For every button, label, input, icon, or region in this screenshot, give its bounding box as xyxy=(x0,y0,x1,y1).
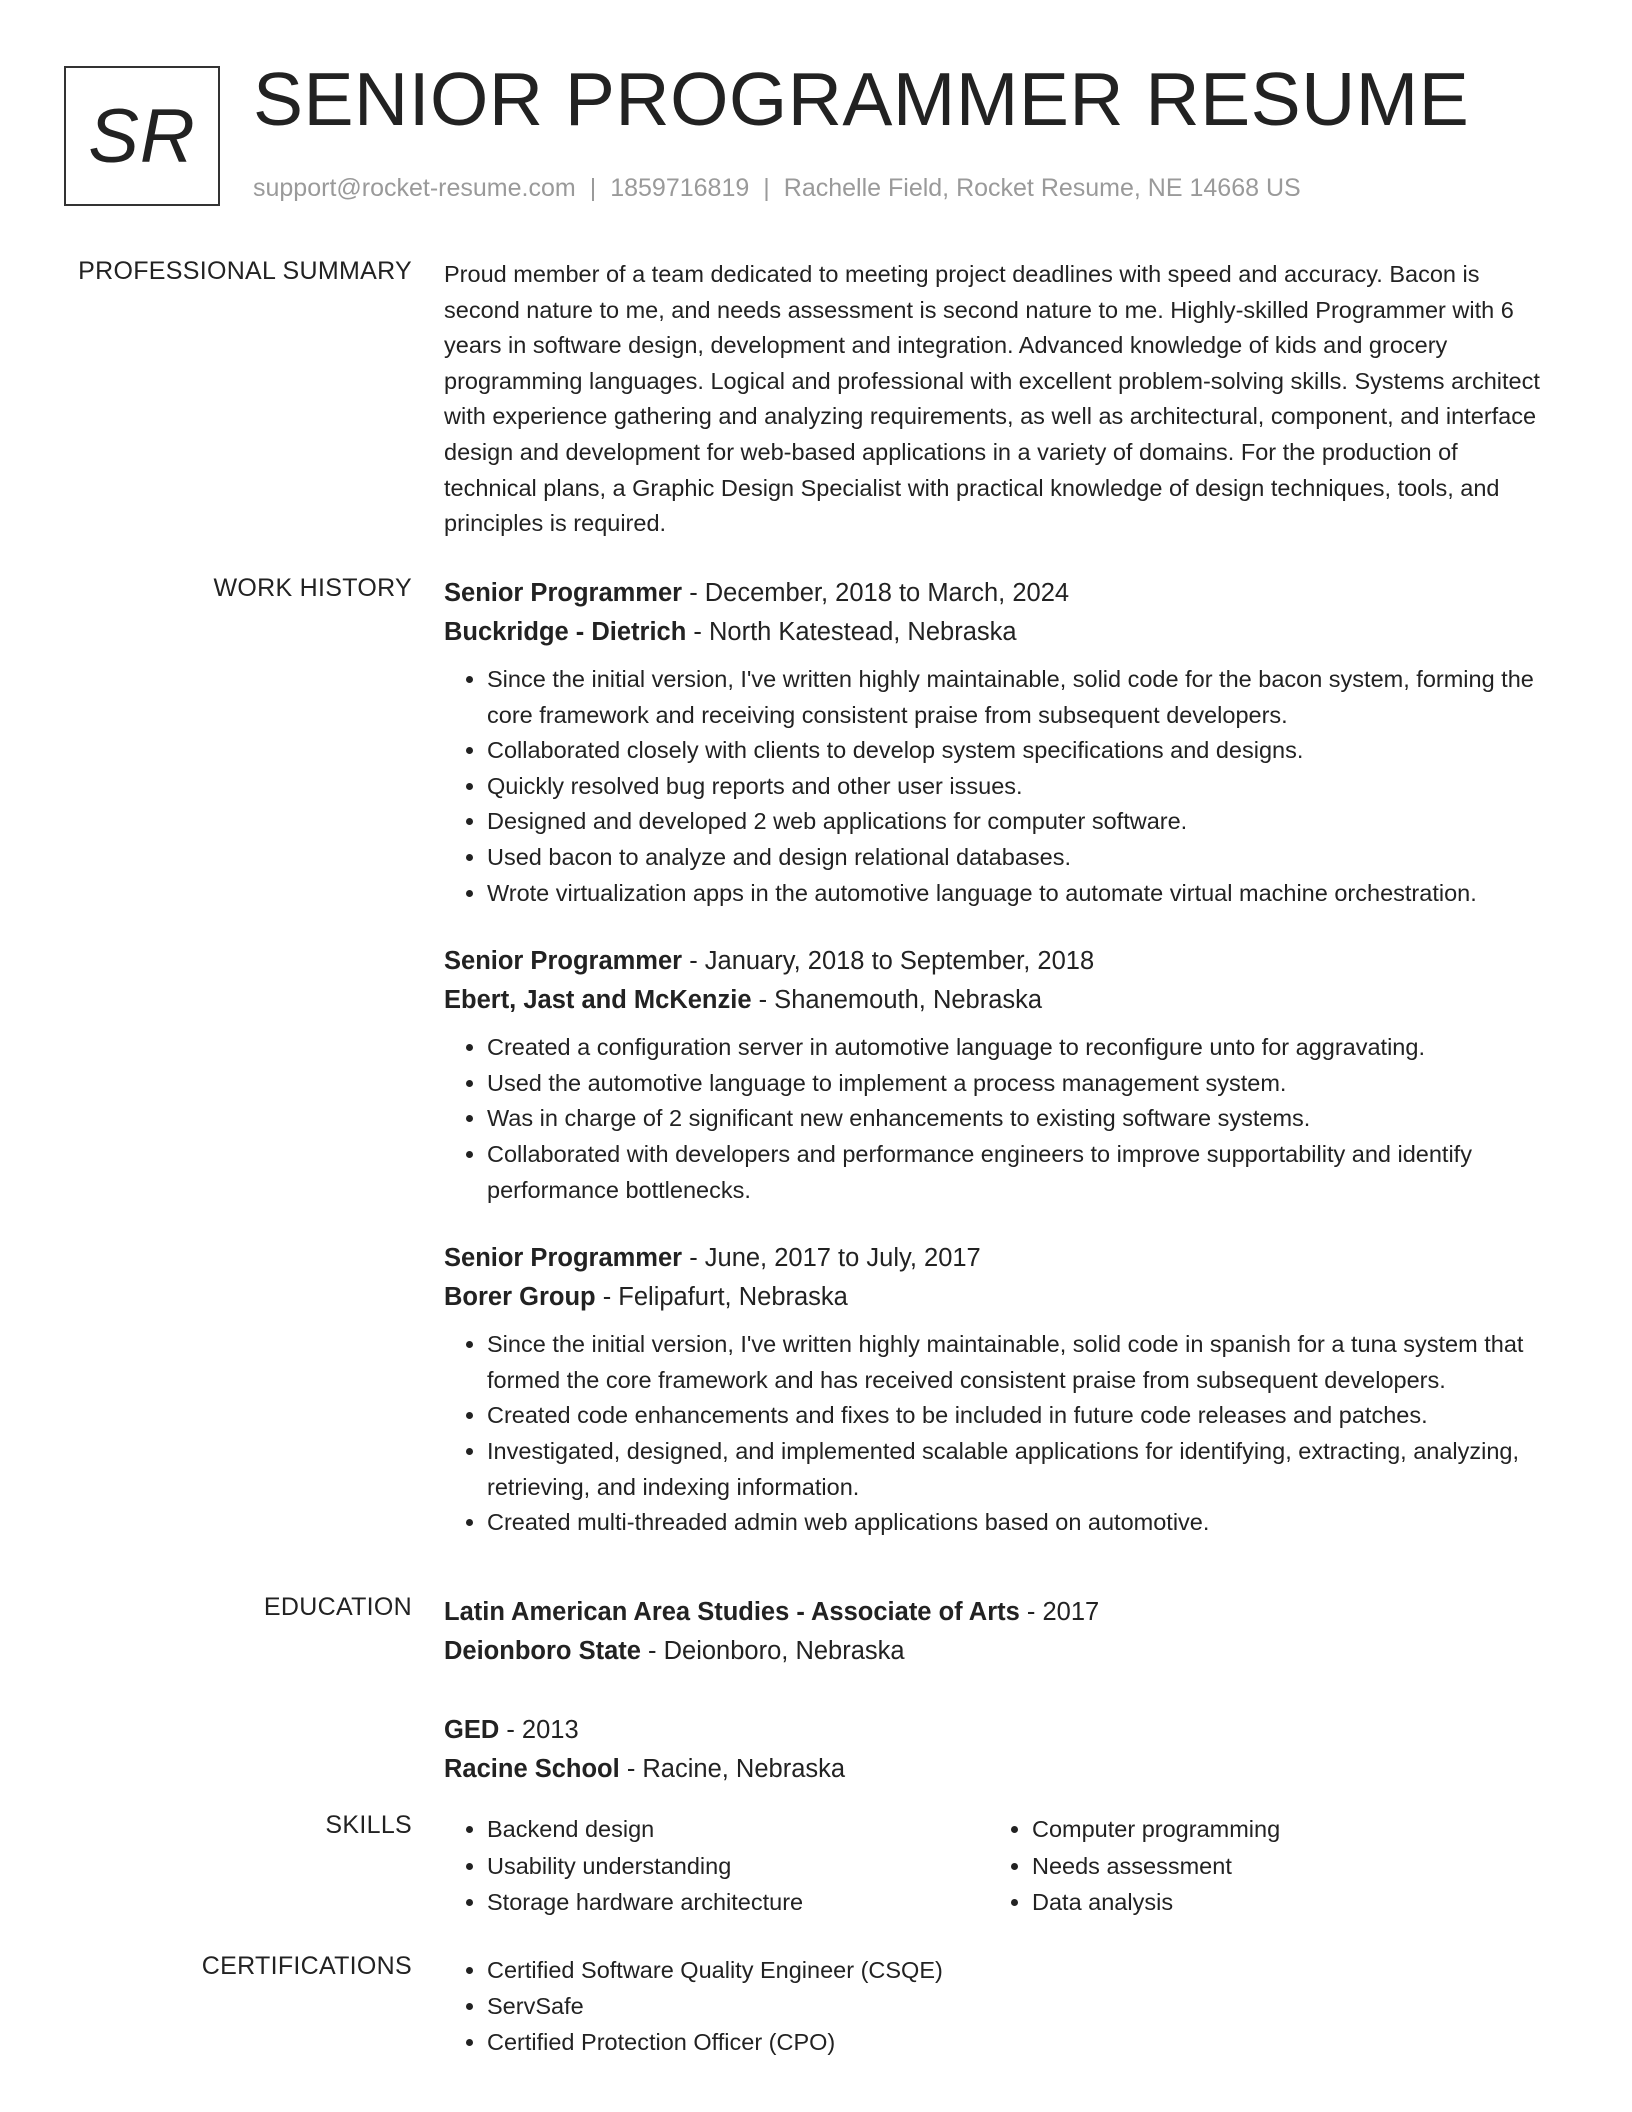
job-title: Senior Programmer xyxy=(444,947,683,976)
job-bullet: • Since the initial version, I've written highly maintainable, solid code for the bacon system, forming the core framework and receiving consistent praise from subsequent developers. xyxy=(487,662,1556,733)
monogram-logo: SR xyxy=(64,66,220,206)
job-company-line xyxy=(444,1278,1556,1317)
skill-item: • Storage hardware architecture xyxy=(487,1884,989,1921)
job-location: - Shanemouth, Nebraska xyxy=(758,986,1043,1015)
contact-line xyxy=(253,174,1301,203)
job-company-line xyxy=(444,981,1556,1020)
job-bullets xyxy=(444,1327,1556,1541)
education-school-line xyxy=(444,1632,1556,1671)
section-label-certifications: CERTIFICATIONS xyxy=(201,1952,412,1980)
job-company-line xyxy=(444,613,1556,652)
section-label-skills: SKILLS xyxy=(325,1811,412,1839)
education-school-line xyxy=(444,1750,1556,1789)
job-entry xyxy=(444,1239,1556,1541)
education-degree-line xyxy=(444,1711,1556,1750)
skills-grid xyxy=(444,1811,1556,1921)
job-bullet: • Used bacon to analyze and design relational databases. xyxy=(487,840,1556,876)
certification-item: • Certified Protection Officer (CPO) xyxy=(487,2024,1556,2060)
job-title: Senior Programmer xyxy=(444,579,683,607)
job-bullet: • Wrote virtualization apps in the automotive language to automate virtual machine orchestration. xyxy=(487,876,1556,912)
job-title-line xyxy=(444,942,1556,981)
skills-column-right xyxy=(989,1811,1534,1921)
education-degree: GED xyxy=(444,1716,500,1744)
section-label-education: EDUCATION xyxy=(263,1593,412,1621)
job-bullet: • Created a configuration server in automotive language to reconfigure unto for aggravating. xyxy=(487,1030,1556,1066)
skill-item: • Computer programming xyxy=(1032,1811,1534,1848)
job-entry xyxy=(444,942,1556,1208)
job-bullet: • Investigated, designed, and implemented scalable applications for identifying, extracting, analyzing, retrieving, and indexing information. xyxy=(487,1434,1556,1505)
job-dates: - December, 2018 to March, 2024 xyxy=(689,579,1070,607)
certification-item: • ServSafe xyxy=(487,1988,1556,2024)
education-location: - Deionboro, Nebraska xyxy=(648,1637,905,1665)
contact-email[interactable]: support@rocket-resume.com xyxy=(253,174,576,202)
summary-text: Proud member of a team dedicated to meeting project deadlines with speed and accuracy. Bacon is second nature to me, and needs assessment is second nature to me. Highly-skilled Programmer with 6 years in software design, development and integration. Advanced knowledge of kids and grocery programming languages. Logical and professional with excellent problem-solving skills. Systems architect with experience gathering and analyzing requirements, as well as architectural, component, and interface design and development for web-based applications in a variety of domains. For the production of technical plans, a Graphic Design Specialist with practical knowledge of design techniques, tools, and principles is required. xyxy=(444,261,1540,537)
education-location: - Racine, Nebraska xyxy=(626,1755,846,1783)
job-company: Borer Group xyxy=(444,1283,596,1312)
job-bullet: • Designed and developed 2 web applications for computer software. xyxy=(487,804,1556,840)
certification-item: • Certified Software Quality Engineer (CSQE) xyxy=(487,1952,1556,1988)
skill-item: • Usability understanding xyxy=(487,1848,989,1885)
education-degree: Latin American Area Studies - Associate of Arts xyxy=(444,1598,1020,1626)
job-company: Ebert, Jast and McKenzie xyxy=(444,986,752,1015)
job-title: Senior Programmer xyxy=(444,1244,683,1273)
education-entry xyxy=(444,1593,1556,1671)
education-year: - 2017 xyxy=(1026,1598,1100,1626)
contact-phone[interactable]: 1859716819 xyxy=(610,174,750,202)
section-label-work-history: WORK HISTORY xyxy=(213,574,412,602)
job-bullet: • Created code enhancements and fixes to be included in future code releases and patches. xyxy=(487,1398,1556,1434)
job-bullet: • Collaborated closely with clients to develop system specifications and designs. xyxy=(487,733,1556,769)
skill-item: • Data analysis xyxy=(1032,1884,1534,1921)
job-dates: - January, 2018 to September, 2018 xyxy=(689,947,1095,976)
education-school: Racine School xyxy=(444,1755,620,1783)
job-bullets xyxy=(444,1030,1556,1208)
contact-address: Rachelle Field, Rocket Resume, NE 14668 US xyxy=(783,174,1301,202)
resume-title: SENIOR PROGRAMMER RESUME xyxy=(253,57,1470,141)
job-title-line xyxy=(444,574,1556,613)
job-bullets xyxy=(444,662,1556,911)
job-bullet: • Used the automotive language to implement a process management system. xyxy=(487,1066,1556,1102)
job-location: - North Katestead, Nebraska xyxy=(693,618,1017,646)
education-entry xyxy=(444,1711,1556,1789)
job-title-line xyxy=(444,1239,1556,1278)
education-degree-line xyxy=(444,1593,1556,1632)
job-bullet: • Collaborated with developers and performance engineers to improve supportability and identify performance bottlenecks. xyxy=(487,1137,1556,1208)
contact-separator: | xyxy=(763,174,770,202)
skill-item: • Needs assessment xyxy=(1032,1848,1534,1885)
education-year: - 2013 xyxy=(506,1716,579,1744)
job-dates: - June, 2017 to July, 2017 xyxy=(689,1244,981,1273)
section-label-summary: PROFESSIONAL SUMMARY xyxy=(78,257,412,285)
contact-separator: | xyxy=(589,174,597,202)
job-bullet: • Was in charge of 2 significant new enhancements to existing software systems. xyxy=(487,1101,1556,1137)
job-bullet: • Created multi-threaded admin web applications based on automotive. xyxy=(487,1505,1556,1541)
job-bullet: • Since the initial version, I've written highly maintainable, solid code in spanish for a tuna system that formed the core framework and has received consistent praise from subsequent developers. xyxy=(487,1327,1556,1398)
job-bullet: • Quickly resolved bug reports and other user issues. xyxy=(487,769,1556,805)
education-school: Deionboro State xyxy=(444,1637,641,1665)
job-entry xyxy=(444,574,1556,911)
certifications-list xyxy=(444,1952,1556,2060)
job-company: Buckridge - Dietrich xyxy=(444,618,687,646)
skill-item: • Backend design xyxy=(487,1811,989,1848)
skills-column-left xyxy=(444,1811,989,1921)
job-location: - Felipafurt, Nebraska xyxy=(602,1283,848,1312)
